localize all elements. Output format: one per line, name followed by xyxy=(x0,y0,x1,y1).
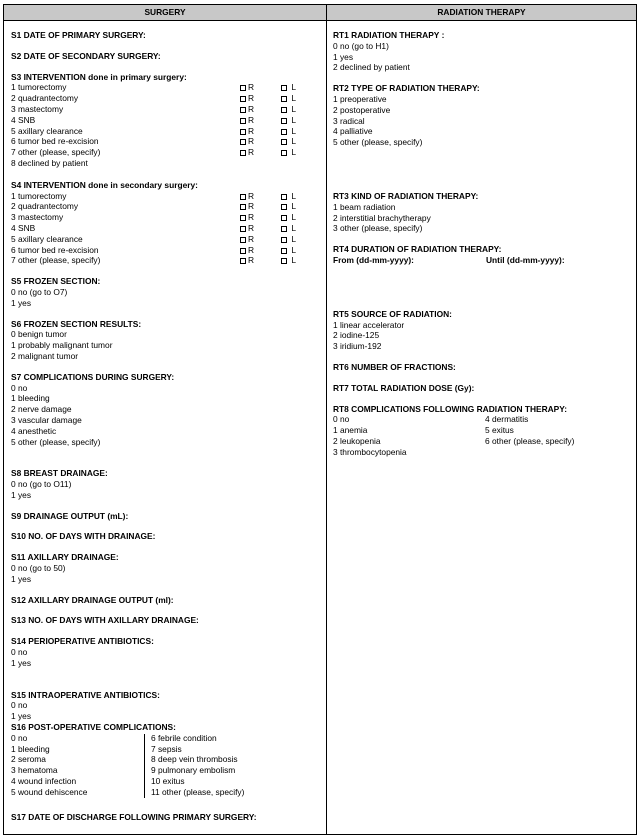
s11-question: S11 AXILLARY DRAINAGE: xyxy=(11,552,119,563)
s4-option: 3 mastectomy R L xyxy=(11,212,296,223)
checkbox-icon xyxy=(281,85,287,91)
rt8-option: 5 exitus xyxy=(485,425,514,436)
checkbox-icon xyxy=(281,139,287,145)
rt8-option: 0 no xyxy=(333,414,350,425)
s16-question: S16 POST-OPERATIVE COMPLICATIONS: xyxy=(11,722,176,733)
s16-option: 5 wound dehiscence xyxy=(11,786,88,797)
checkbox-right[interactable]: R xyxy=(240,191,254,202)
s12-question: S12 AXILLARY DRAINAGE OUTPUT (ml): xyxy=(11,594,174,605)
s16-options-left xyxy=(11,733,87,798)
rt4-from-label: From (dd-mm-yyyy): xyxy=(333,254,414,265)
checkbox-left[interactable]: L xyxy=(281,147,296,158)
checkbox-right[interactable]: R xyxy=(240,212,254,223)
checkbox-right[interactable]: R xyxy=(240,147,254,158)
checkbox-icon xyxy=(240,107,246,113)
rt2-option: 2 postoperative xyxy=(333,104,391,115)
checkbox-icon xyxy=(281,237,287,243)
s3-option: 6 tumor bed re-excision R L xyxy=(11,136,296,147)
s14-option: 0 no xyxy=(11,647,28,658)
s4-option: 7 other (please, specify) R L xyxy=(11,255,296,266)
s6-question: S6 FROZEN SECTION RESULTS: xyxy=(11,318,142,329)
checkbox-left[interactable]: L xyxy=(281,126,296,137)
checkbox-icon xyxy=(281,258,287,264)
rt7-question: RT7 TOTAL RADIATION DOSE (Gy): xyxy=(333,382,475,393)
form-table xyxy=(3,4,637,835)
checkbox-right[interactable]: R xyxy=(240,115,254,126)
s17-question: S17 DATE OF DISCHARGE FOLLOWING PRIMARY SURGERY: xyxy=(11,811,257,822)
s8-option: 1 yes xyxy=(11,489,32,500)
rt5-question: RT5 SOURCE OF RADIATION: xyxy=(333,308,452,319)
checkbox-left[interactable]: L xyxy=(281,223,296,234)
s3-question: S3 INTERVENTION done in primary surgery: xyxy=(11,71,187,82)
s3-option: 5 axillary clearance R L xyxy=(11,125,296,136)
s16-option: 6 febrile condition xyxy=(151,732,217,743)
checkbox-icon xyxy=(281,107,287,113)
s3-option: 7 other (please, specify) R L xyxy=(11,147,296,158)
s10-question: S10 NO. OF DAYS WITH DRAINAGE: xyxy=(11,531,156,542)
s4-option: 1 tumorectomy R L xyxy=(11,190,296,201)
s8-option: 0 no (go to O11) xyxy=(11,479,72,490)
checkbox-left[interactable]: L xyxy=(281,255,296,266)
rt2-question: RT2 TYPE OF RADIATION THERAPY: xyxy=(333,83,480,94)
checkbox-icon xyxy=(240,237,246,243)
rt8-question: RT8 COMPLICATIONS FOLLOWING RADIATION THERAPY: xyxy=(333,403,568,414)
checkbox-icon xyxy=(281,226,287,232)
s6-option: 1 probably malignant tumor xyxy=(11,340,113,351)
rt6-question: RT6 NUMBER OF FRACTIONS: xyxy=(333,361,456,372)
s16-options-right xyxy=(151,733,244,798)
column-divider xyxy=(326,5,327,834)
s7-question: S7 COMPLICATIONS DURING SURGERY: xyxy=(11,371,175,382)
rt8-option: 1 anemia xyxy=(333,425,368,436)
s15-option: 0 no xyxy=(11,700,28,711)
checkbox-left[interactable]: L xyxy=(281,245,296,256)
checkbox-icon xyxy=(240,204,246,210)
s4-option: 5 axillary clearance R L xyxy=(11,233,296,244)
s3-option: 2 quadrantectomy R L xyxy=(11,93,296,104)
checkbox-icon xyxy=(240,129,246,135)
s16-option: 3 hematoma xyxy=(11,765,58,776)
checkbox-left[interactable]: L xyxy=(281,93,296,104)
s16-option: 8 deep vein thrombosis xyxy=(151,754,238,765)
s4-options xyxy=(11,191,321,267)
rt2-option: 3 radical xyxy=(333,115,365,126)
rt3-option: 1 beam radiation xyxy=(333,201,396,212)
checkbox-right[interactable]: R xyxy=(240,104,254,115)
rt8-option: 2 leukopenia xyxy=(333,435,381,446)
checkbox-right[interactable]: R xyxy=(240,201,254,212)
rt8-option-row xyxy=(333,414,633,425)
rt3-question: RT3 KIND OF RADIATION THERAPY: xyxy=(333,190,479,201)
checkbox-icon xyxy=(281,150,287,156)
rt4-question: RT4 DURATION OF RADIATION THERAPY: xyxy=(333,244,502,255)
checkbox-left[interactable]: L xyxy=(281,82,296,93)
checkbox-icon xyxy=(281,248,287,254)
rt1-option: 2 declined by patient xyxy=(333,62,410,73)
radiation-column xyxy=(333,21,633,458)
s6-option: 2 malignant tumor xyxy=(11,350,79,361)
checkbox-icon xyxy=(240,150,246,156)
s5-question: S5 FROZEN SECTION: xyxy=(11,276,101,287)
s3-option: 3 mastectomy R L xyxy=(11,103,296,114)
s7-option: 4 anesthetic xyxy=(11,425,57,436)
checkbox-icon xyxy=(240,96,246,102)
s11-option: 0 no (go to 50) xyxy=(11,563,66,574)
s4-option: 2 quadrantectomy R L xyxy=(11,201,296,212)
s13-question: S13 NO. OF DAYS WITH AXILLARY DRAINAGE: xyxy=(11,615,199,626)
checkbox-icon xyxy=(281,129,287,135)
checkbox-right[interactable]: R xyxy=(240,255,254,266)
rt8-option-row xyxy=(333,425,633,436)
s5-option: 0 no (go to O7) xyxy=(11,286,68,297)
s16-option: 9 pulmonary embolism xyxy=(151,765,236,776)
s7-option: 1 bleeding xyxy=(11,393,50,404)
checkbox-right[interactable]: R xyxy=(240,82,254,93)
checkbox-icon xyxy=(240,118,246,124)
s16-option: 10 exitus xyxy=(151,776,185,787)
s1-question: S1 DATE OF PRIMARY SURGERY: xyxy=(11,30,146,40)
s16-option: 4 wound infection xyxy=(11,776,77,787)
checkbox-left[interactable]: L xyxy=(281,201,296,212)
s16-option: 7 sepsis xyxy=(151,743,182,754)
checkbox-right[interactable]: R xyxy=(240,126,254,137)
checkbox-icon xyxy=(240,85,246,91)
s5-option: 1 yes xyxy=(11,297,32,308)
s7-option: 0 no xyxy=(11,382,28,393)
rt2-option: 1 preoperative xyxy=(333,93,387,104)
rt1-question: RT1 RADIATION THERAPY : xyxy=(333,30,445,40)
checkbox-left[interactable]: L xyxy=(281,136,296,147)
radiation-header: RADIATION THERAPY xyxy=(327,5,636,21)
rt4-dates xyxy=(333,255,633,266)
s4-option: 4 SNB R L xyxy=(11,222,296,233)
s15-question: S15 INTRAOPERATIVE ANTIBIOTICS: xyxy=(11,689,160,700)
s16-option: 11 other (please, specify) xyxy=(151,786,245,797)
s16-option: 1 bleeding xyxy=(11,743,50,754)
s6-option: 0 benign tumor xyxy=(11,329,67,340)
s3-option: 4 SNB R L xyxy=(11,114,296,125)
s9-question: S9 DRAINAGE OUTPUT (mL): xyxy=(11,510,129,521)
s14-option: 1 yes xyxy=(11,657,32,668)
s7-option: 2 nerve damage xyxy=(11,404,72,415)
rt3-option: 3 other (please, specify) xyxy=(333,223,423,234)
rt5-option: 2 iodine-125 xyxy=(333,330,380,341)
checkbox-icon xyxy=(281,204,287,210)
rt5-option: 3 iridium-192 xyxy=(333,341,382,352)
checkbox-left[interactable]: L xyxy=(281,212,296,223)
checkbox-icon xyxy=(240,139,246,145)
s3-option: 1 tumorectomy R L xyxy=(11,82,296,93)
s14-question: S14 PERIOPERATIVE ANTIBIOTICS: xyxy=(11,636,154,647)
checkbox-icon xyxy=(281,215,287,221)
checkbox-icon xyxy=(240,194,246,200)
checkbox-right[interactable]: R xyxy=(240,223,254,234)
rt2-option: 4 palliative xyxy=(333,126,373,137)
rt8-option-row xyxy=(333,447,633,458)
checkbox-left[interactable]: L xyxy=(281,115,296,126)
rt1-option: 1 yes xyxy=(333,51,354,62)
s4-question: S4 INTERVENTION done in secondary surgery: xyxy=(11,179,198,190)
surgery-header: SURGERY xyxy=(4,5,327,21)
s2-question: S2 DATE OF SECONDARY SURGERY: xyxy=(11,50,161,61)
rt2-option: 5 other (please, specify) xyxy=(333,137,423,148)
s7-option: 3 vascular damage xyxy=(11,414,82,425)
checkbox-right[interactable]: R xyxy=(240,245,254,256)
checkbox-right[interactable]: R xyxy=(240,93,254,104)
checkbox-left[interactable]: L xyxy=(281,104,296,115)
s16-option: 0 no xyxy=(11,732,28,743)
rt8-option: 4 dermatitis xyxy=(485,414,529,425)
rt1-option: 0 no (go to H1) xyxy=(333,40,389,51)
rt8-option: 3 thrombocytopenia xyxy=(333,446,407,457)
checkbox-icon xyxy=(281,194,287,200)
checkbox-left[interactable]: L xyxy=(281,191,296,202)
rt5-option: 1 linear accelerator xyxy=(333,319,405,330)
s16-options xyxy=(11,733,321,799)
checkbox-icon xyxy=(281,96,287,102)
checkbox-icon xyxy=(240,226,246,232)
s8-question: S8 BREAST DRAINAGE: xyxy=(11,468,108,479)
checkbox-icon xyxy=(240,248,246,254)
checkbox-icon xyxy=(240,215,246,221)
checkbox-icon xyxy=(281,118,287,124)
s11-option: 1 yes xyxy=(11,573,32,584)
surgery-column xyxy=(11,21,321,823)
s15-option: 1 yes xyxy=(11,711,32,722)
s16-option: 2 seroma xyxy=(11,754,46,765)
checkbox-right[interactable]: R xyxy=(240,136,254,147)
s3-option-declined: 8 declined by patient xyxy=(11,157,88,168)
rt3-option: 2 interstitial brachytherapy xyxy=(333,212,431,223)
checkbox-right[interactable]: R xyxy=(240,234,254,245)
checkbox-icon xyxy=(240,258,246,264)
rt4-until-label: Until (dd-mm-yyyy): xyxy=(486,254,565,265)
checkbox-left[interactable]: L xyxy=(281,234,296,245)
rt8-option-row xyxy=(333,436,633,447)
s3-options xyxy=(11,82,321,168)
s7-option: 5 other (please, specify) xyxy=(11,436,101,447)
rt8-option: 6 other (please, specify) xyxy=(485,435,575,446)
s4-option: 6 tumor bed re-excision R L xyxy=(11,244,296,255)
s16-divider xyxy=(144,734,145,798)
